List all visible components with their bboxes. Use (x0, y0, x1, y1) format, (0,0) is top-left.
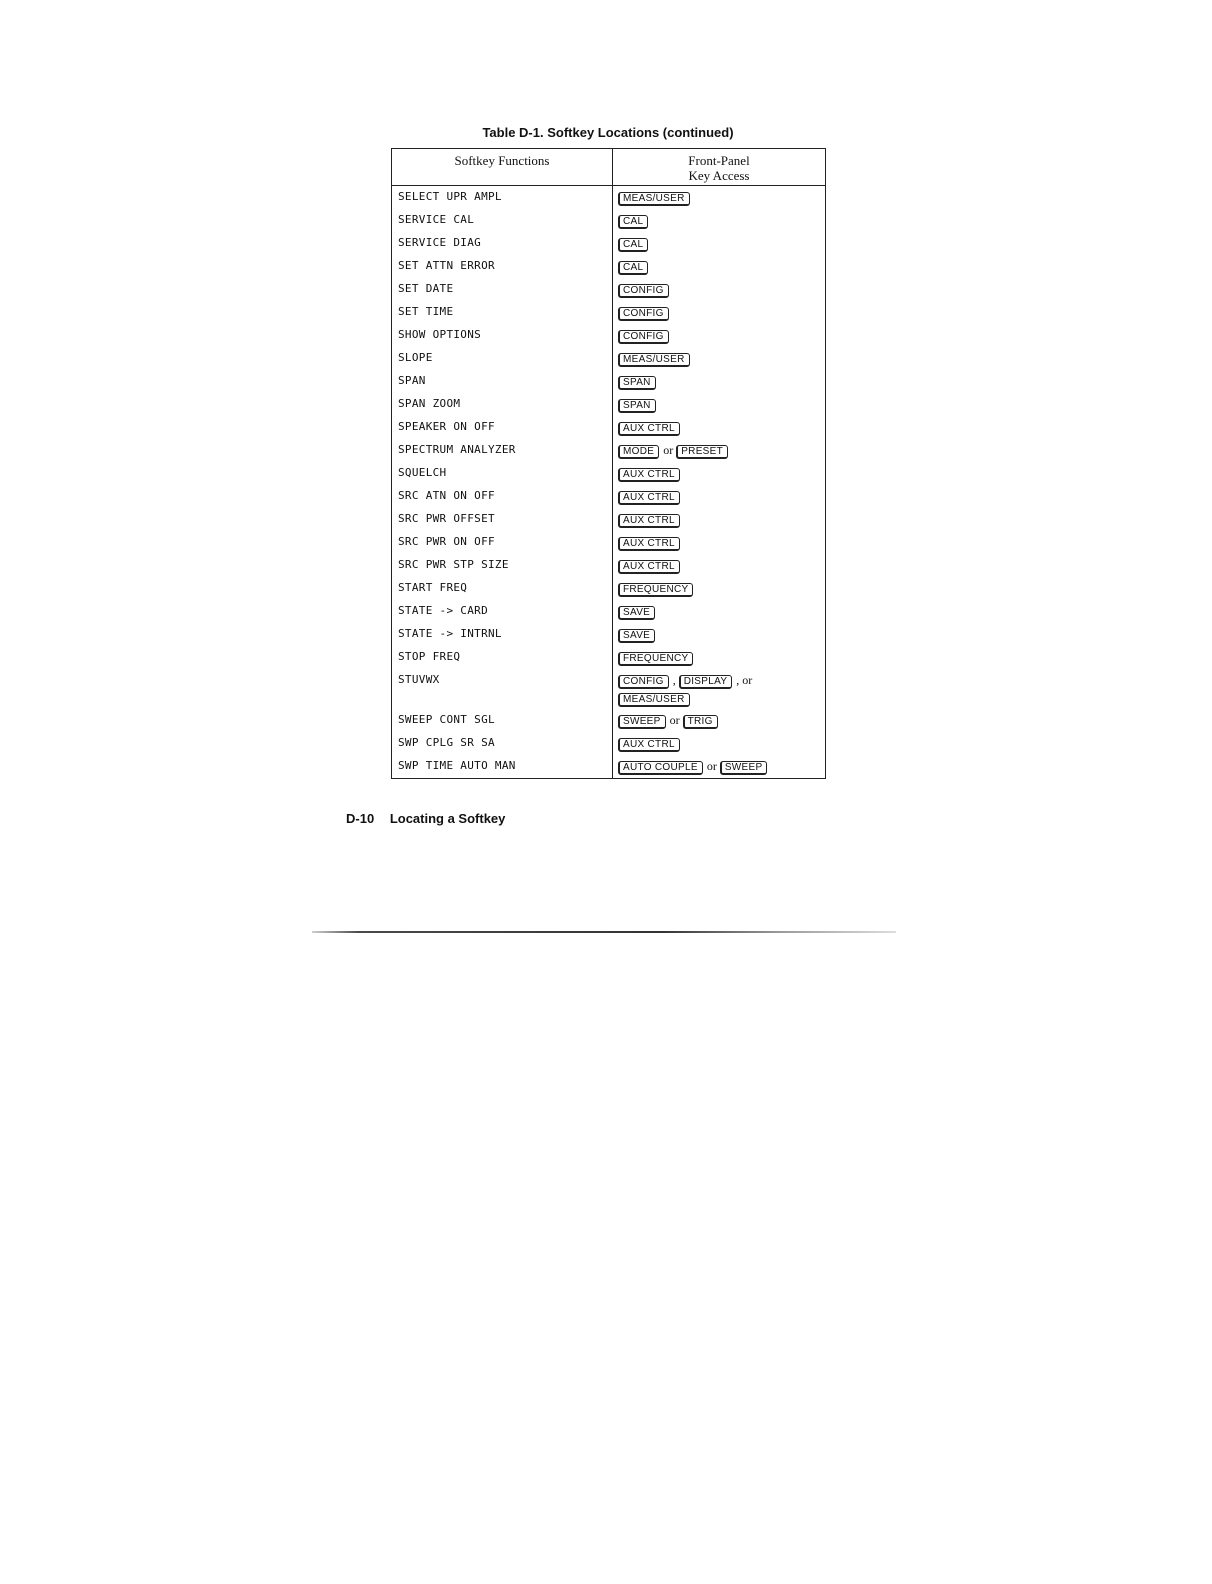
table-row (392, 462, 826, 485)
key-access-cell (613, 301, 826, 324)
key-access-cell (613, 577, 826, 600)
softkey-function-cell: STUVWX (392, 669, 613, 709)
table-row (392, 255, 826, 278)
front-panel-key: CAL (618, 238, 648, 252)
table-row (392, 232, 826, 255)
key-access-line (618, 328, 821, 344)
softkey-function-cell: SET TIME (392, 301, 613, 324)
header-access-line1: Front-Panel (688, 153, 750, 168)
header-front-panel-key-access (613, 149, 826, 186)
softkey-function-cell: SPECTRUM ANALYZER (392, 439, 613, 462)
key-access-cell (613, 416, 826, 439)
key-separator: or (706, 759, 717, 773)
table-row (392, 278, 826, 301)
front-panel-key: MEAS/USER (618, 693, 690, 707)
front-panel-key: SAVE (618, 629, 655, 643)
table-row (392, 531, 826, 554)
key-access-cell (613, 439, 826, 462)
key-access-line (618, 466, 821, 482)
key-access-line (618, 512, 821, 528)
key-access-line (618, 558, 821, 574)
key-separator: or (663, 443, 674, 457)
front-panel-key: CONFIG (618, 330, 669, 344)
front-panel-key: SPAN (618, 376, 656, 390)
softkey-function-cell: SERVICE CAL (392, 209, 613, 232)
table-row (392, 646, 826, 669)
front-panel-key: CAL (618, 261, 648, 275)
key-access-line (618, 351, 821, 367)
key-access-line (618, 259, 821, 275)
table-row (392, 393, 826, 416)
softkey-function-cell: SERVICE DIAG (392, 232, 613, 255)
key-access-cell (613, 393, 826, 416)
key-access-cell (613, 554, 826, 577)
softkey-function-cell: SELECT UPR AMPL (392, 186, 613, 210)
table-row (392, 209, 826, 232)
softkey-locations-table (391, 148, 826, 779)
key-access-cell (613, 232, 826, 255)
key-access-cell (613, 209, 826, 232)
softkey-function-cell: STATE -> INTRNL (392, 623, 613, 646)
key-access-cell (613, 646, 826, 669)
key-access-line (618, 190, 821, 206)
key-access-line (618, 691, 821, 707)
key-access-line (618, 650, 821, 666)
softkey-function-cell: SRC PWR STP SIZE (392, 554, 613, 577)
key-access-cell (613, 485, 826, 508)
key-access-cell (613, 732, 826, 755)
softkey-function-cell: SLOPE (392, 347, 613, 370)
front-panel-key: FREQUENCY (618, 583, 693, 597)
key-separator: , (672, 673, 676, 687)
table-title: Table D-1. Softkey Locations (continued) (482, 125, 734, 140)
front-panel-key: AUX CTRL (618, 468, 680, 482)
softkey-function-cell: SQUELCH (392, 462, 613, 485)
header-softkey-functions: Softkey Functions (392, 149, 613, 186)
key-access-cell (613, 370, 826, 393)
front-panel-key: SWEEP (720, 761, 768, 775)
section-title: Locating a Softkey (389, 811, 506, 826)
page-footer (346, 811, 505, 826)
key-access-line (618, 374, 821, 390)
key-access-line (618, 673, 821, 689)
key-access-line (618, 213, 821, 229)
softkey-function-cell: START FREQ (392, 577, 613, 600)
front-panel-key: AUX CTRL (618, 491, 680, 505)
table-row (392, 669, 826, 709)
key-access-line (618, 713, 821, 729)
front-panel-key: MEAS/USER (618, 192, 690, 206)
softkey-function-cell: SRC ATN ON OFF (392, 485, 613, 508)
key-access-cell (613, 347, 826, 370)
front-panel-key: CAL (618, 215, 648, 229)
key-access-cell (613, 278, 826, 301)
key-access-line (618, 420, 821, 436)
softkey-function-cell: STATE -> CARD (392, 600, 613, 623)
key-separator: , or (736, 673, 753, 687)
front-panel-key: DISPLAY (679, 675, 733, 689)
key-access-cell (613, 709, 826, 732)
front-panel-key: CONFIG (618, 307, 669, 321)
key-access-cell (613, 623, 826, 646)
table-row (392, 324, 826, 347)
key-access-line (618, 489, 821, 505)
front-panel-key: TRIG (683, 715, 718, 729)
softkey-function-cell: SWP TIME AUTO MAN (392, 755, 613, 779)
table-row (392, 623, 826, 646)
table-row (392, 732, 826, 755)
key-access-cell (613, 462, 826, 485)
key-access-cell (613, 508, 826, 531)
front-panel-key: AUX CTRL (618, 537, 680, 551)
softkey-function-cell: SRC PWR OFFSET (392, 508, 613, 531)
table-row (392, 301, 826, 324)
table-row (392, 347, 826, 370)
softkey-function-cell: STOP FREQ (392, 646, 613, 669)
front-panel-key: AUX CTRL (618, 738, 680, 752)
table-body (392, 186, 826, 779)
softkey-function-cell: SWP CPLG SR SA (392, 732, 613, 755)
key-access-line (618, 397, 821, 413)
key-separator: or (669, 713, 680, 727)
softkey-function-cell: SHOW OPTIONS (392, 324, 613, 347)
table-row (392, 370, 826, 393)
softkey-function-cell: SWEEP CONT SGL (392, 709, 613, 732)
key-access-cell (613, 324, 826, 347)
table-row (392, 508, 826, 531)
table-row (392, 186, 826, 210)
front-panel-key: SAVE (618, 606, 655, 620)
front-panel-key: SPAN (618, 399, 656, 413)
table-header-row (392, 149, 826, 186)
key-access-line (618, 305, 821, 321)
softkey-function-cell: SPAN (392, 370, 613, 393)
key-access-line (618, 236, 821, 252)
key-access-cell (613, 755, 826, 779)
scan-divider-line (312, 931, 896, 933)
front-panel-key: CONFIG (618, 284, 669, 298)
softkey-function-cell: SET DATE (392, 278, 613, 301)
table-row (392, 439, 826, 462)
softkey-function-cell: SET ATTN ERROR (392, 255, 613, 278)
key-access-line (618, 759, 821, 775)
front-panel-key: AUTO COUPLE (618, 761, 703, 775)
key-access-line (618, 604, 821, 620)
front-panel-key: AUX CTRL (618, 514, 680, 528)
table-row (392, 485, 826, 508)
key-access-line (618, 627, 821, 643)
front-panel-key: CONFIG (618, 675, 669, 689)
front-panel-key: MODE (618, 445, 659, 459)
table-row (392, 755, 826, 779)
table-row (392, 577, 826, 600)
key-access-line (618, 581, 821, 597)
front-panel-key: AUX CTRL (618, 422, 680, 436)
front-panel-key: MEAS/USER (618, 353, 690, 367)
key-access-cell (613, 669, 826, 709)
key-access-line (618, 282, 821, 298)
softkey-function-cell: SPAN ZOOM (392, 393, 613, 416)
softkey-function-cell: SPEAKER ON OFF (392, 416, 613, 439)
table-row (392, 554, 826, 577)
key-access-line (618, 535, 821, 551)
key-access-cell (613, 186, 826, 210)
front-panel-key: AUX CTRL (618, 560, 680, 574)
header-access-line2: Key Access (688, 168, 750, 183)
key-access-cell (613, 531, 826, 554)
page-number: D-10 (346, 811, 375, 826)
key-access-line (618, 443, 821, 459)
table-row (392, 416, 826, 439)
key-access-line (618, 736, 821, 752)
front-panel-key: SWEEP (618, 715, 666, 729)
front-panel-key: PRESET (676, 445, 728, 459)
table-row (392, 709, 826, 732)
front-panel-key: FREQUENCY (618, 652, 693, 666)
key-access-cell (613, 600, 826, 623)
table-row (392, 600, 826, 623)
key-access-cell (613, 255, 826, 278)
softkey-function-cell: SRC PWR ON OFF (392, 531, 613, 554)
